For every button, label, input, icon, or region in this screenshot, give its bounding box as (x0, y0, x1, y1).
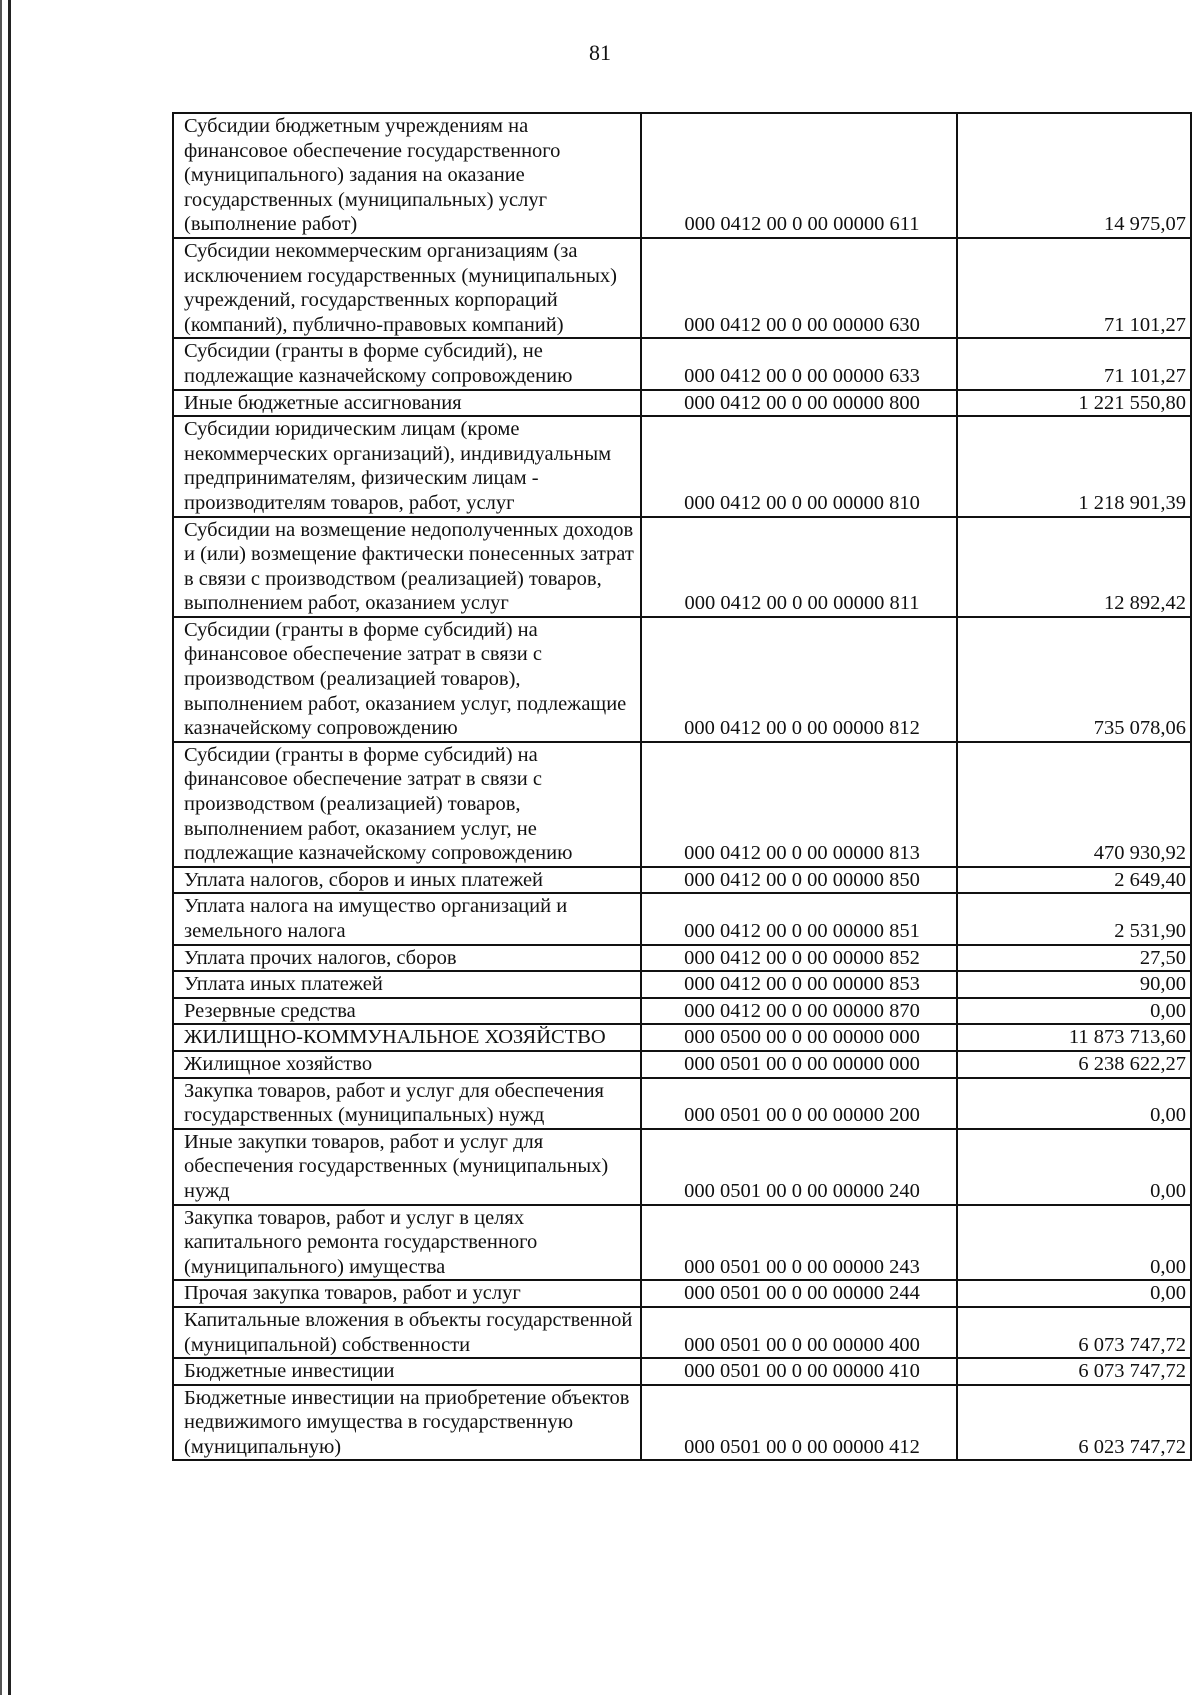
budget-code-cell: 000 0412 00 0 00 00000 800 (641, 390, 957, 417)
expense-name-cell: Закупка товаров, работ и услуг в целях капитального ремонта государственного (муниципального) имущества (173, 1205, 641, 1281)
table-row (173, 113, 1191, 238)
expense-name-cell: Бюджетные инвестиции (173, 1358, 641, 1385)
budget-code-cell: 000 0412 00 0 00 00000 810 (641, 416, 957, 516)
budget-code-cell: 000 0501 00 0 00 00000 000 (641, 1051, 957, 1078)
expense-name-cell: Иные закупки товаров, работ и услуг для обеспечения государственных (муниципальных) нужд (173, 1129, 641, 1205)
table-row (173, 945, 1191, 972)
budget-code-cell: 000 0412 00 0 00 00000 633 (641, 338, 957, 389)
amount-cell: 27,50 (957, 945, 1191, 972)
amount-cell: 0,00 (957, 1078, 1191, 1129)
amount-cell: 2 649,40 (957, 867, 1191, 894)
table-row (173, 1024, 1191, 1051)
amount-cell: 2 531,90 (957, 893, 1191, 944)
budget-code-cell: 000 0412 00 0 00 00000 850 (641, 867, 957, 894)
expense-name-cell: ЖИЛИЩНО-КОММУНАЛЬНОЕ ХОЗЯЙСТВО (173, 1024, 641, 1051)
budget-code-cell: 000 0412 00 0 00 00000 813 (641, 742, 957, 867)
budget-code-cell: 000 0501 00 0 00 00000 240 (641, 1129, 957, 1205)
amount-cell: 0,00 (957, 1280, 1191, 1307)
budget-code-cell: 000 0412 00 0 00 00000 870 (641, 998, 957, 1025)
table-row (173, 390, 1191, 417)
amount-cell: 90,00 (957, 971, 1191, 998)
table-row (173, 416, 1191, 516)
table-row (173, 1385, 1191, 1461)
amount-cell: 6 073 747,72 (957, 1358, 1191, 1385)
amount-cell: 6 238 622,27 (957, 1051, 1191, 1078)
amount-cell: 735 078,06 (957, 617, 1191, 742)
table-row (173, 1205, 1191, 1281)
budget-code-cell: 000 0500 00 0 00 00000 000 (641, 1024, 957, 1051)
budget-code-cell: 000 0501 00 0 00 00000 400 (641, 1307, 957, 1358)
budget-code-cell: 000 0412 00 0 00 00000 851 (641, 893, 957, 944)
expense-name-cell: Уплата прочих налогов, сборов (173, 945, 641, 972)
expense-name-cell: Бюджетные инвестиции на приобретение объектов недвижимого имущества в государственную (муниципальную) (173, 1385, 641, 1461)
expense-name-cell: Субсидии бюджетным учреждениям на финансовое обеспечение государственного (муниципального) задания на оказание государственных (муниципальных) услуг (выполнение работ) (173, 113, 641, 238)
budget-code-cell: 000 0412 00 0 00 00000 812 (641, 617, 957, 742)
amount-cell: 470 930,92 (957, 742, 1191, 867)
amount-cell: 6 023 747,72 (957, 1385, 1191, 1461)
expense-name-cell: Субсидии юридическим лицам (кроме некоммерческих организаций), индивидуальным предпринимателям, физическим лицам - производителям товаров, работ, услуг (173, 416, 641, 516)
table-row (173, 1358, 1191, 1385)
amount-cell: 1 221 550,80 (957, 390, 1191, 417)
table-row (173, 1129, 1191, 1205)
expense-name-cell: Субсидии (гранты в форме субсидий) на финансовое обеспечение затрат в связи с производством (реализацией товаров), выполнением работ, оказанием услуг, подлежащие казначейскому сопровождению (173, 617, 641, 742)
budget-table-body (173, 113, 1191, 1460)
expense-name-cell: Резервные средства (173, 998, 641, 1025)
expense-name-cell: Уплата иных платежей (173, 971, 641, 998)
table-row (173, 338, 1191, 389)
amount-cell: 1 218 901,39 (957, 416, 1191, 516)
expense-name-cell: Уплата налогов, сборов и иных платежей (173, 867, 641, 894)
budget-code-cell: 000 0412 00 0 00 00000 852 (641, 945, 957, 972)
budget-code-cell: 000 0412 00 0 00 00000 853 (641, 971, 957, 998)
table-row (173, 893, 1191, 944)
budget-code-cell: 000 0501 00 0 00 00000 244 (641, 1280, 957, 1307)
expense-name-cell: Жилищное хозяйство (173, 1051, 641, 1078)
table-row (173, 1280, 1191, 1307)
amount-cell: 0,00 (957, 998, 1191, 1025)
table-row (173, 238, 1191, 338)
expense-name-cell: Субсидии на возмещение недополученных доходов и (или) возмещение фактически понесенных затрат в связи с производством (реализацией) товаров, выполнением работ, оказанием услуг (173, 517, 641, 617)
budget-code-cell: 000 0412 00 0 00 00000 611 (641, 113, 957, 238)
table-row (173, 617, 1191, 742)
amount-cell: 12 892,42 (957, 517, 1191, 617)
amount-cell: 71 101,27 (957, 238, 1191, 338)
budget-code-cell: 000 0501 00 0 00 00000 243 (641, 1205, 957, 1281)
expense-name-cell: Субсидии (гранты в форме субсидий), не подлежащие казначейскому сопровождению (173, 338, 641, 389)
amount-cell: 14 975,07 (957, 113, 1191, 238)
budget-code-cell: 000 0412 00 0 00 00000 630 (641, 238, 957, 338)
amount-cell: 71 101,27 (957, 338, 1191, 389)
table-row (173, 971, 1191, 998)
budget-code-cell: 000 0501 00 0 00 00000 200 (641, 1078, 957, 1129)
expense-name-cell: Закупка товаров, работ и услуг для обеспечения государственных (муниципальных) нужд (173, 1078, 641, 1129)
page-number: 81 (589, 40, 611, 65)
budget-table (172, 112, 1192, 1461)
expense-name-cell: Уплата налога на имущество организаций и земельного налога (173, 893, 641, 944)
expense-name-cell: Субсидии (гранты в форме субсидий) на финансовое обеспечение затрат в связи с производством (реализацией) товаров, выполнением работ, оказанием услуг, не подлежащие казначейскому сопровождению (173, 742, 641, 867)
table-row (173, 1051, 1191, 1078)
table-row (173, 998, 1191, 1025)
budget-code-cell: 000 0501 00 0 00 00000 410 (641, 1358, 957, 1385)
expense-name-cell: Субсидии некоммерческим организациям (за исключением государственных (муниципальных) учреждений, государственных корпораций (компаний), публично-правовых компаний) (173, 238, 641, 338)
table-row (173, 742, 1191, 867)
budget-code-cell: 000 0412 00 0 00 00000 811 (641, 517, 957, 617)
amount-cell: 11 873 713,60 (957, 1024, 1191, 1051)
scan-border-inner (8, 0, 11, 1695)
scan-border-outer (0, 0, 2, 1695)
expense-name-cell: Прочая закупка товаров, работ и услуг (173, 1280, 641, 1307)
expense-name-cell: Иные бюджетные ассигнования (173, 390, 641, 417)
table-row (173, 517, 1191, 617)
table-row (173, 867, 1191, 894)
amount-cell: 0,00 (957, 1205, 1191, 1281)
table-row (173, 1307, 1191, 1358)
amount-cell: 0,00 (957, 1129, 1191, 1205)
budget-code-cell: 000 0501 00 0 00 00000 412 (641, 1385, 957, 1461)
amount-cell: 6 073 747,72 (957, 1307, 1191, 1358)
table-row (173, 1078, 1191, 1129)
expense-name-cell: Капитальные вложения в объекты государственной (муниципальной) собственности (173, 1307, 641, 1358)
